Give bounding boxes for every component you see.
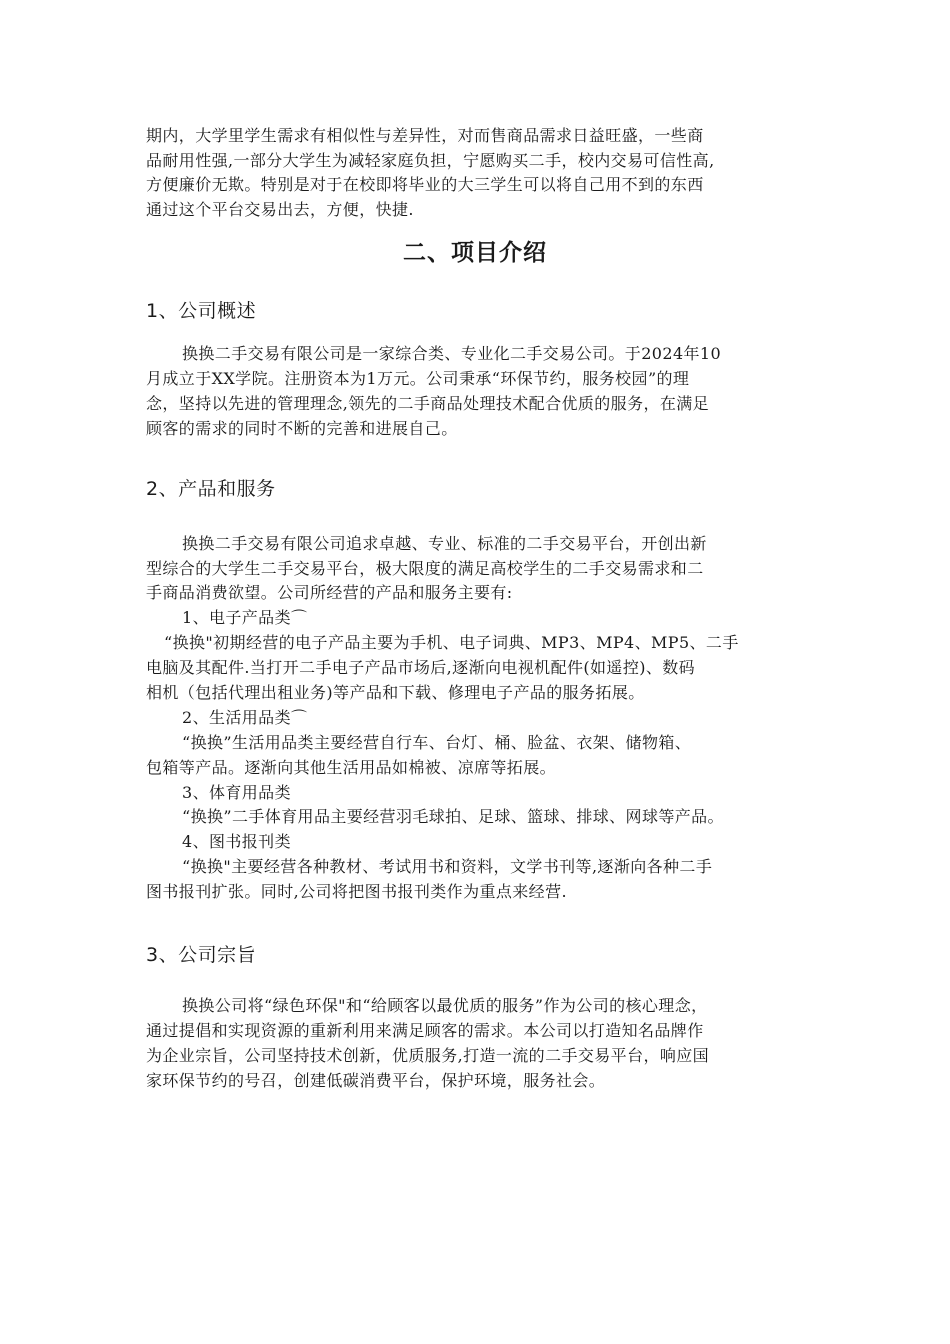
text-line: 相机（包括代理出租业务)等产品和下载、修理电子产品的服务拓展。 — [146, 683, 645, 702]
text-line: 通过提倡和实现资源的重新利用来满足顾客的需求。本公司以打造知名品牌作 — [146, 1021, 704, 1040]
text-line: 月成立于XX学院。注册资本为1万元。公司秉承“环保节约，服务校园”的理 — [146, 369, 690, 388]
text-line: 通过这个平台交易出去，方便，快捷. — [146, 200, 414, 219]
section-heading: 2、产品和服务 — [146, 478, 276, 500]
text-line: 图书报刊扩张。同时,公司将把图书报刊类作为重点来经营. — [146, 882, 567, 901]
list-item-heading: 2、生活用品类⌒ — [182, 708, 308, 727]
text-line: 换换二手交易有限公司追求卓越、专业、标准的二手交易平台，开创出新 — [182, 534, 707, 553]
text-line: “换换"主要经营各种教材、考试用书和资料，文学书刊等,逐渐向各种二手 — [182, 857, 713, 876]
text-line: 换换二手交易有限公司是一家综合类、专业化二手交易公司。于2024年10 — [182, 344, 722, 363]
section-heading: 1、公司概述 — [146, 300, 257, 322]
text-line: 换换公司将“绿色环保"和“给顾客以最优质的服务”作为公司的核心理念， — [182, 996, 708, 1015]
text-line: 型综合的大学生二手交易平台，极大限度的满足高校学生的二手交易需求和二 — [146, 559, 704, 578]
text-line: 家环保节约的号召，创建低碳消费平台，保护环境，服务社会。 — [146, 1071, 606, 1090]
list-item-heading: 1、电子产品类⌒ — [182, 608, 308, 627]
text-line: 顾客的需求的同时不断的完善和进展自己。 — [146, 419, 458, 438]
text-line: 包箱等产品。逐渐向其他生活用品如棉被、凉席等拓展。 — [146, 758, 557, 777]
text-line: 为企业宗旨，公司坚持技术创新，优质服务,打造一流的二手交易平台，响应国 — [146, 1046, 710, 1065]
list-item-heading: 3、体育用品类 — [182, 783, 291, 802]
text-line: 品耐用性强,一部分大学生为减轻家庭负担，宁愿购买二手，校内交易可信性高, — [146, 151, 715, 170]
text-line: 电脑及其配件.当打开二手电子产品市场后,逐渐向电视机配件(如遥控)、数码 — [146, 658, 696, 677]
chapter-title: 二、项目介绍 — [403, 240, 547, 266]
text-line: 手商品消费欲望。公司所经营的产品和服务主要有: — [146, 583, 513, 602]
text-line: “换换"初期经营的电子产品主要为手机、电子词典、MP3、MP4、MP5、二手 — [164, 633, 739, 652]
list-item-heading: 4、图书报刊类 — [182, 832, 291, 851]
text-line: “换换”二手体育用品主要经营羽毛球拍、足球、篮球、排球、网球等产品。 — [182, 807, 724, 826]
section-heading: 3、公司宗旨 — [146, 944, 257, 966]
text-line: 期内，大学里学生需求有相似性与差异性，对而售商品需求日益旺盛，一些商 — [146, 126, 704, 145]
text-line: 念，坚持以先进的管理理念,领先的二手商品处理技术配合优质的服务，在满足 — [146, 394, 710, 413]
text-line: 方便廉价无欺。特别是对于在校即将毕业的大三学生可以将自己用不到的东西 — [146, 175, 704, 194]
text-line: “换换”生活用品类主要经营自行车、台灯、桶、脸盆、衣架、储物箱、 — [182, 733, 692, 752]
